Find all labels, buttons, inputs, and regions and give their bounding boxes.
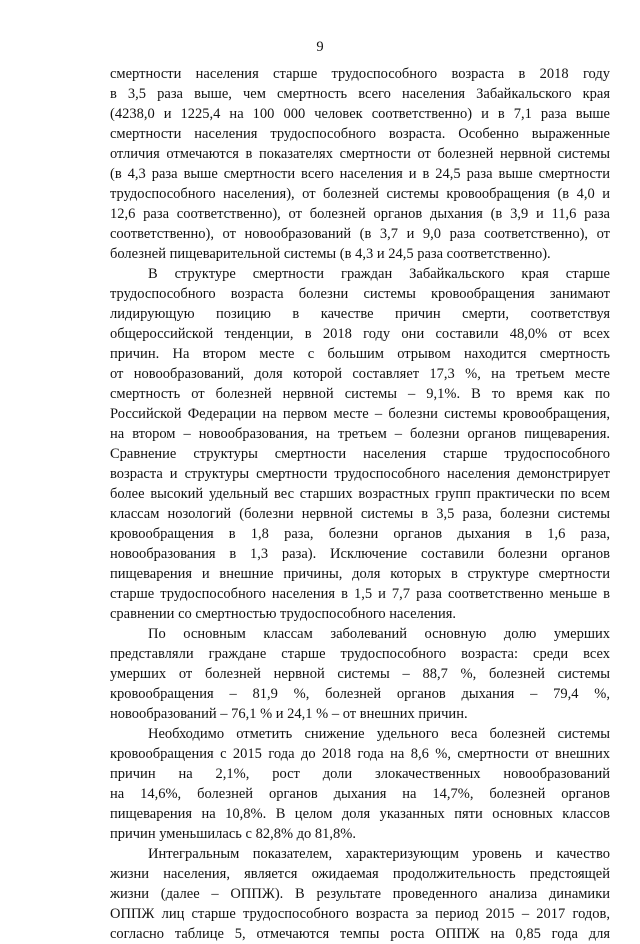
text-line: новообразований – 76,1 % и 24,1 % – от внешних причин. — [110, 706, 468, 722]
text-line: причин. На втором месте с большим отрывом находится смертность — [110, 346, 610, 362]
text-line: Необходимо отметить снижение удельного веса болезней системы — [148, 726, 610, 742]
text-line: причин на 2,1%, рост доли злокачественных новообразований — [110, 766, 610, 782]
text-line: жизни (далее – ОППЖ). В результате проведенного анализа динамики — [110, 886, 610, 902]
paragraph — [110, 724, 610, 844]
text-line: от новообразований, доля которой составляет 17,3 %, на третьем месте — [110, 366, 610, 382]
text-line: Сравнение структуры смертности населения старше трудоспособного — [110, 446, 610, 462]
text-line: Российской Федерации на первом месте – болезни системы кровообращения, — [110, 406, 610, 422]
text-line: болезней пищеварительной системы (в 4,3 и 24,5 раза соответственно). — [110, 246, 551, 262]
text-line: отличия отмечаются в показателях смертности от болезней нервной системы — [110, 146, 610, 162]
text-line: смертности населения старше трудоспособного возраста в 2018 году — [110, 66, 610, 82]
text-line: В структуре смертности граждан Забайкальского края старше — [148, 266, 610, 282]
text-line: более высокий удельный вес старших возрастных групп практически по всем — [110, 486, 610, 502]
text-line: в 3,5 раза выше, чем смертность всего населения Забайкальского края — [110, 86, 610, 102]
text-line: общероссийской тенденции, в 2018 году они составили 48,0% от всех — [110, 326, 610, 342]
text-line: сравнении со смертностью трудоспособного населения. — [110, 606, 457, 622]
text-line: кровообращения с 2015 года до 2018 года на 8,6 %, смертности от внешних — [110, 746, 610, 762]
text-line: трудоспособного населения), от болезней системы кровообращения (в 4,0 и — [110, 186, 610, 202]
text-line: смертности населения трудоспособного возраста. Особенно выраженные — [110, 126, 610, 142]
paragraph — [110, 844, 610, 944]
text-line: (в 4,3 раза выше смертности всего населения и в 24,5 раза выше смертности — [110, 166, 610, 182]
page-number: 9 — [316, 39, 324, 55]
text-line: возраста и структуры смертности трудоспособного населения демонстрирует — [110, 466, 610, 482]
text-line: жизни населения, является ожидаемая продолжительность предстоящей — [110, 866, 610, 882]
text-line: Интегральным показателем, характеризующим уровень и качество — [148, 846, 610, 862]
text-line: представляли граждане старше трудоспособного возраста: среди всех — [110, 646, 610, 662]
text-line: смертность от болезней нервной системы – 9,1%. В то время как по — [110, 386, 610, 402]
text-line: причин уменьшилась с 82,8% до 81,8%. — [110, 826, 356, 842]
text-line: трудоспособного возраста болезни системы кровообращения занимают — [110, 286, 610, 302]
text-line: кровообращения в 1,8 раза, болезни органов дыхания в 1,6 раза, — [110, 526, 610, 542]
text-line: новообразования в 1,3 раза). Исключение составили болезни органов — [110, 546, 610, 562]
text-line: согласно таблице 5, отмечаются темпы роста ОППЖ на 0,85 года для — [110, 926, 610, 942]
text-line: на втором – новообразования, на третьем – болезни органов пищеварения. — [110, 426, 610, 442]
text-line: пищеварения на 10,8%. В целом доля указанных пяти основных классов — [110, 806, 610, 822]
text-line: По основным классам заболеваний основную долю умерших — [148, 626, 610, 642]
paragraph — [110, 264, 610, 624]
text-line: старше трудоспособного населения в 1,5 и 7,7 раза соответственно меньше в — [110, 586, 610, 602]
paragraph — [110, 624, 610, 724]
text-line: 12,6 раза соответственно), от болезней органов дыхания (в 3,9 и 11,6 раза — [110, 206, 610, 222]
paragraph — [110, 64, 610, 264]
text-line: (4238,0 и 1225,4 на 100 000 человек соответственно) и в 7,1 раза выше — [110, 106, 610, 122]
text-line: пищеварения и внешние причины, доля которых в структуре смертности — [110, 566, 610, 582]
text-line: соответственно), от новообразований (в 3,7 и 9,0 раза соответственно), от — [110, 226, 610, 242]
text-line: ОППЖ лиц старше трудоспособного возраста за период 2015 – 2017 годов, — [110, 906, 610, 922]
text-line: лидирующую позицию в качестве причин смерти, соответствуя — [110, 306, 610, 322]
text-line: на 14,6%, болезней органов дыхания на 14,7%, болезней органов — [110, 786, 610, 802]
text-line: классам нозологий (болезни нервной системы в 3,5 раза, болезни системы — [110, 506, 610, 522]
text-line: кровообращения – 81,9 %, болезней органов дыхания – 79,4 %, — [110, 686, 610, 702]
text-line: умерших от болезней нервной системы – 88,7 %, болезней системы — [110, 666, 610, 682]
document-body — [110, 64, 610, 944]
